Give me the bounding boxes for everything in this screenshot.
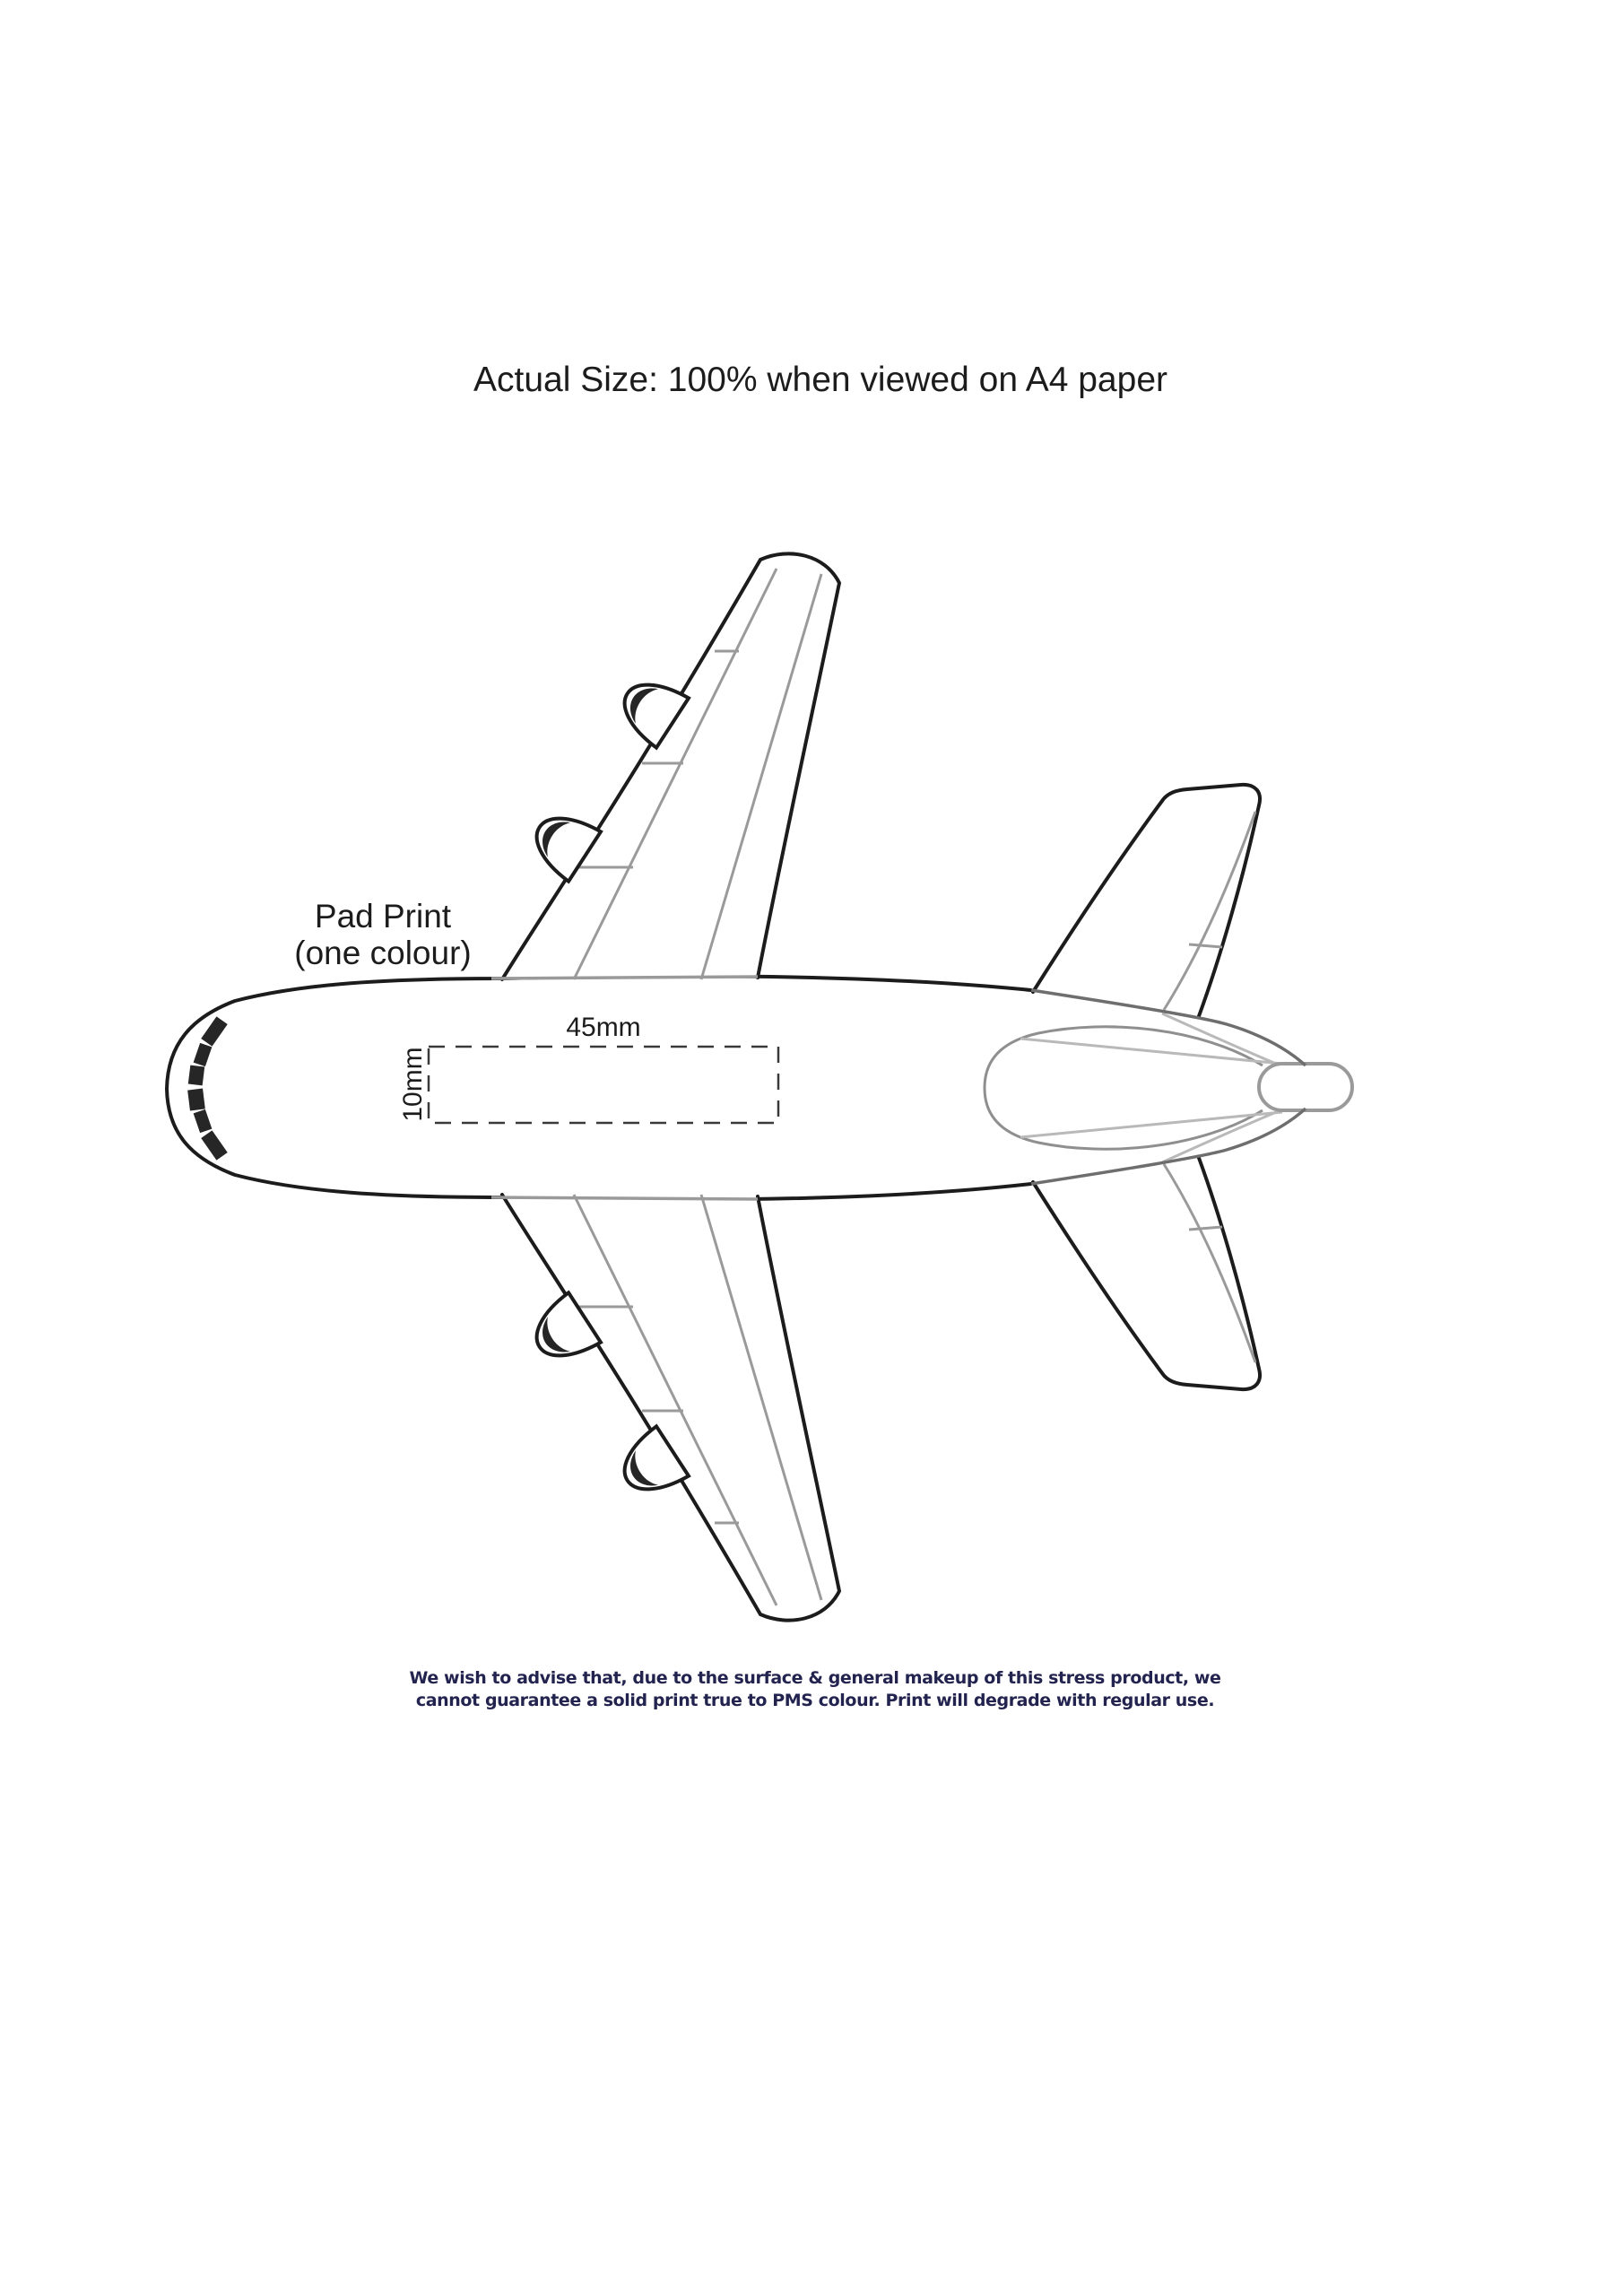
tail-tip — [1259, 1064, 1352, 1110]
pad-print-label — [294, 898, 471, 971]
print-height-dimension: 10mm — [398, 1047, 428, 1122]
page-title: Actual Size: 100% when viewed on A4 paper — [473, 361, 1168, 399]
bottom-wing — [502, 1195, 839, 1621]
disclaimer-line2: cannot guarantee a solid print true to PMS colour. Print will degrade with regular use. — [415, 1691, 1215, 1710]
top-wing — [502, 553, 839, 979]
pad-print-label-line1: Pad Print — [314, 898, 452, 935]
disclaimer-text — [409, 1667, 1220, 1712]
tail-cone — [985, 1027, 1263, 1149]
print-width-dimension: 45mm — [566, 1013, 641, 1042]
disclaimer-line1: We wish to advise that, due to the surface & general makeup of this stress product, we — [409, 1668, 1221, 1688]
pad-print-label-line2: (one colour) — [294, 935, 472, 971]
